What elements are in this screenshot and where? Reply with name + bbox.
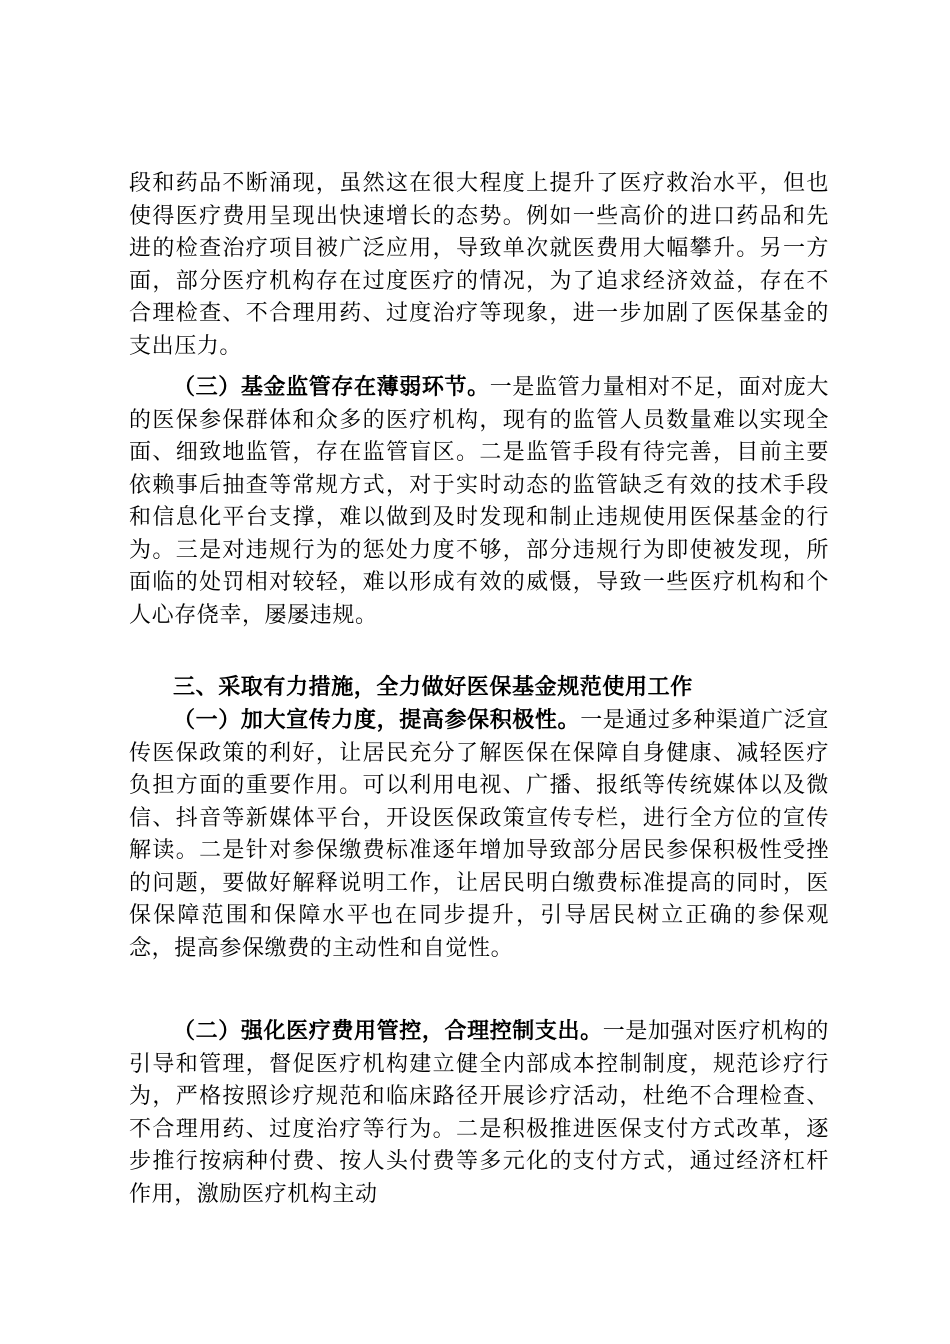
- paragraph-body: 段和药品不断涌现，虽然这在很大程度上提升了医疗救治水平，但也使得医疗费用呈现出快速增长的态势。例如一些高价的进口药品和先进的检查治疗项目被广泛应用，导致单次就医费用大幅攀升。另一方面，部分医疗机构存在过度医疗的情况，为了追求经济效益，存在不合理检查、不合理用药、过度治疗等现象，进一步加剧了医保基金的支出压力。: [129, 171, 829, 359]
- paragraph-lead-heading: （三）基金监管存在薄弱环节。: [173, 374, 490, 400]
- paragraph-body: 一是监管力量相对不足，面对庞大的医保参保群体和众多的医疗机构，现有的监管人员数量难以实现全面、细致地监管，存在监管盲区。二是监管手段有待完善，目前主要依赖事后抽查等常规方式，对于实时动态的监管缺乏有效的技术手段和信息化平台支撑，难以做到及时发现和制止违规使用医保基金的行为。三是对违规行为的惩处力度不够，部分违规行为即使被发现，所面临的处罚相对较轻，难以形成有效的威慑，导致一些医疗机构和个人心存侥幸，屡屡违规。: [129, 375, 829, 628]
- paragraph-lead-heading: （一）加大宣传力度，提高参保积极性。: [173, 707, 581, 733]
- paragraph-body: 一是加强对医疗机构的引导和管理，督促医疗机构建立健全内部成本控制制度，规范诊疗行为，严格按照诊疗规范和临床路径开展诊疗活动，杜绝不合理检查、不合理用药、过度治疗等行为。二是积极推进医保支付方式改革，逐步推行按病种付费、按人头付费等多元化的支付方式，通过经济杠杆作用，激励医疗机构主动: [129, 1019, 829, 1207]
- paragraph-lead-heading: （二）强化医疗费用管控，合理控制支出。: [173, 1018, 603, 1044]
- paragraph-continuation: [129, 168, 829, 363]
- section-heading-text: 三、采取有力措施，全力做好医保基金规范使用工作: [173, 674, 693, 700]
- section-heading: [129, 671, 829, 704]
- paragraph-publicity: [129, 704, 829, 965]
- paragraph-body: 一是通过多种渠道广泛宣传医保政策的利好，让居民充分了解医保在保障自身健康、减轻医疗负担方面的重要作用。可以利用电视、广播、报纸等传统媒体以及微信、抖音等新媒体平台，开设医保政策宣传专栏，进行全方位的宣传解读。二是针对参保缴费标准逐年增加导致部分居民参保积极性受挫的问题，要做好解释说明工作，让居民明白缴费标准提高的同时，医保保障范围和保障水平也在同步提升，引导居民树立正确的参保观念，提高参保缴费的主动性和自觉性。: [129, 708, 829, 961]
- paragraph-fund-supervision: [129, 371, 829, 632]
- paragraph-cost-control: [129, 1015, 829, 1211]
